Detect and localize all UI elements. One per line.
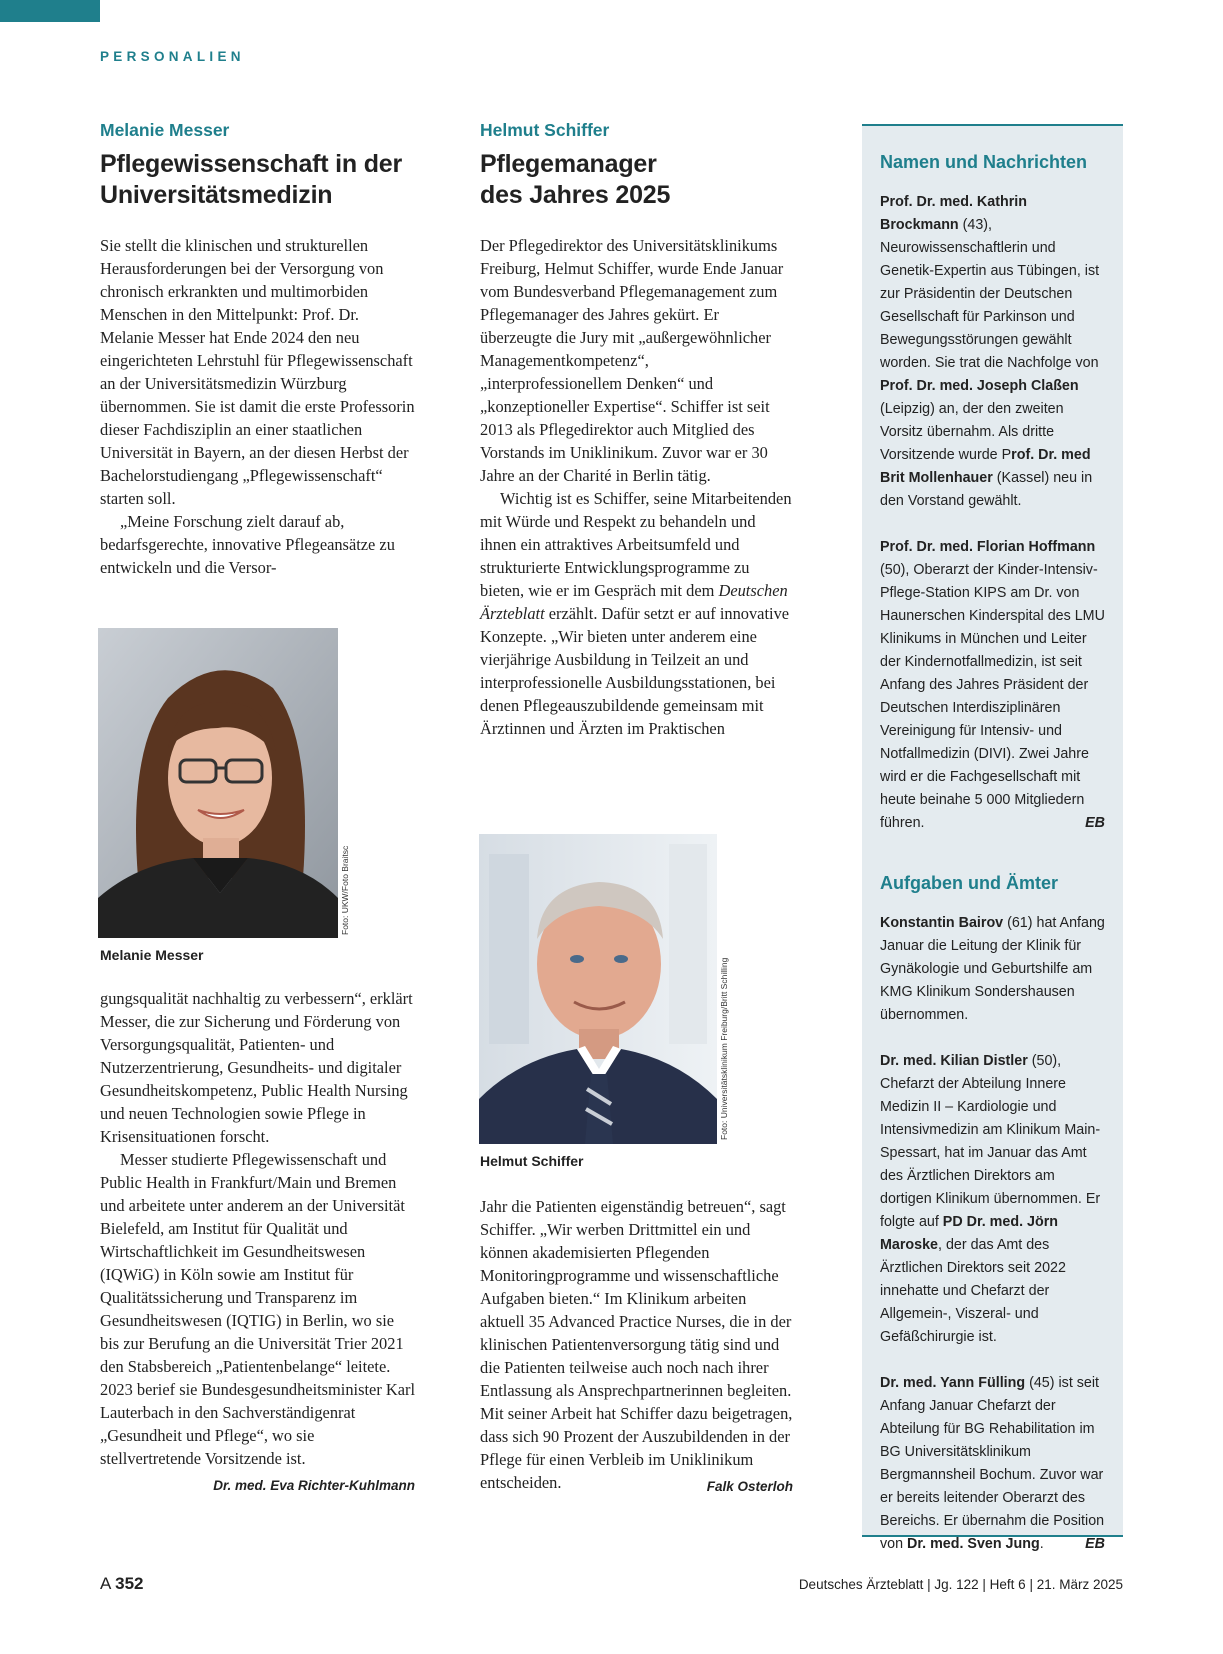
article-messer-top: [100, 120, 415, 579]
paragraph: [100, 1148, 415, 1493]
paragraph-text: Jahr die Patienten eigenständig betreuen“, sagt Schiffer. „Wir werben Drittmittel ein und können akademisierten Pflegenden Monitoringprogramme und wissenschaftliche Aufgaben bieten.“ Im Klinikum arbeiten aktuell 35 Advanced Practice Nurses, die in der klinischen Patientenversorgung tätig sind und die Patienten teilweise auch noch nach ihrer Entlassung als Ansprechpartnerinnen begleiten. Mit seiner Arbeit hat Schiffer dazu beigetragen, dass sich 90 Prozent der Auszubildenden in der Pflege für einen Verbleib im Uniklinikum entscheiden.: [480, 1197, 793, 1492]
signature: EB: [1085, 815, 1105, 831]
person-name: Dr. med. Yann Fülling: [880, 1375, 1026, 1391]
entry-text: , der das Amt des Ärztlichen Direktors seit 2022 innehatte und Chefarzt der Allgemein-, Viszeral- und Gefäßchirurgie ist.: [880, 1237, 1066, 1345]
entry-text: (45) ist seit Anfang Januar Chefarzt der Abteilung für BG Rehabilitation im BG Universitätsklinikum Bergmannsheil Bochum. Zuvor war er bereits leitender Oberarzt des Bereichs. Er übernahm die Position von: [880, 1375, 1105, 1552]
person-name: Dr. med. Sven Jung: [907, 1536, 1040, 1552]
paragraph: „Meine Forschung zielt darauf ab, bedarfsgerechte, innovative Pflegeansätze zu entwickeln und die Versor-: [100, 512, 395, 577]
entry-text: (50), Chefarzt der Abteilung Innere Medizin II – Kardiologie und Intensivmedizin am Klinikum Main-Spessart, hat im Januar das Amt des Ärztlichen Direktors am dortigen Klinikum übernommen. Er folgte auf: [880, 1053, 1101, 1230]
schiffer-portrait-photo: [479, 834, 717, 1144]
sidebar-entry: [880, 536, 1105, 835]
page-number-value: 352: [115, 1574, 144, 1593]
person-name: rof. Dr. med Brit Mollenhauer: [880, 447, 1091, 486]
paragraph: [480, 1195, 793, 1494]
article-author: Dr. med. Eva Richter-Kuhlmann: [213, 1478, 415, 1493]
sidebar-entry: [880, 1372, 1105, 1556]
entry-text: (Leipzig) an, der den zweiten Vorsitz übernahm. Als dritte Vorsitzende wurde P: [880, 401, 1064, 463]
sidebar-heading: Namen und Nachrichten: [880, 152, 1088, 172]
messer-portrait-photo: [98, 628, 338, 938]
sidebar-entry: [880, 912, 1105, 1027]
article-schiffer-top: [480, 120, 793, 740]
person-name: Prof. Dr. med. Florian Hoffmann: [880, 539, 1096, 555]
article-kicker: Melanie Messer: [100, 120, 230, 140]
headline-line: Pflegewissenschaft in der: [100, 150, 403, 178]
news-sidebar: [862, 124, 1123, 1552]
article-messer-bottom: [100, 987, 415, 1497]
person-name: Dr. med. Kilian Distler: [880, 1053, 1028, 1069]
photo-credit: Foto: UKW/Foto Braitsc: [340, 845, 350, 935]
page-prefix: A: [100, 1574, 111, 1593]
article-kicker: Helmut Schiffer: [480, 120, 610, 140]
article-body: [100, 987, 415, 1493]
person-name: Prof. Dr. med. Kathrin Brockmann: [880, 194, 1027, 233]
entry-text: (61) hat Anfang Januar die Leitung der Klinik für Gynäkologie und Geburtshilfe am KMG Klinikum Sondershausen übernommen.: [880, 915, 1105, 1023]
headline-line: des Jahres 2025: [480, 181, 671, 209]
article-body: [480, 1195, 793, 1494]
top-accent-bar: [0, 0, 100, 22]
photo-credit: Foto: Universitätsklinikum Freiburg/Britt Schilling: [719, 957, 729, 1140]
journal-info: Deutsches Ärzteblatt | Jg. 122 | Heft 6 | 21. März 2025: [798, 1577, 1123, 1592]
sidebar-heading: Aufgaben und Ämter: [880, 873, 1058, 893]
person-name: Konstantin Bairov: [880, 915, 1004, 931]
sidebar-entry: [880, 191, 1105, 513]
entry-text: (Kassel) neu in den Vorstand gewählt.: [880, 470, 1093, 509]
page-number: [100, 1574, 144, 1594]
person-name: PD Dr. med. Jörn Maroske: [880, 1214, 1058, 1253]
paragraph-text: erzählt. Dafür setzt er auf innovative Konzepte. „Wir bieten unter anderem eine vierjährige Ausbildung in Teilzeit an und interprofessionelle Ausbildungsstationen, bei denen Pflegeauszubildende gemeinsam mit Ärztinnen und Ärzten im Praktischen: [480, 604, 790, 738]
paragraph: Der Pflegedirektor des Universitätsklinikums Freiburg, Helmut Schiffer, wurde Ende Januar vom Bundesverband Pflegemanagement zum Pflegemanager des Jahres gekürt. Er überzeugte die Jury mit „außergewöhnlicher Managementkompetenz“, „interprofessionellem Denken“ und „konzeptioneller Expertise“. Schiffer ist seit 2013 als Pflegedirektor auch Mitglied des Vorstands im Uniklinikum. Zuvor war er 30 Jahre an der Charité in Berlin tätig.: [480, 236, 784, 485]
headline-line: Pflegemanager: [480, 150, 657, 178]
section-label: PERSONALIEN: [100, 49, 245, 64]
entry-text: (43), Neurowissenschaftlerin und Genetik-Expertin aus Tübingen, ist zur Präsidentin der Deutschen Gesellschaft für Parkinson und Bewegungsstörungen gewählt worden. Sie trat die Nachfolge von: [880, 217, 1100, 371]
article-headline: [480, 149, 793, 211]
paragraph: [480, 487, 793, 740]
person-name: Prof. Dr. med. Joseph Claßen: [880, 378, 1079, 394]
article-author: Falk Osterloh: [706, 1479, 793, 1494]
paragraph: Sie stellt die klinischen und strukturellen Herausforderungen bei der Versorgung von chronisch erkrankten und multimorbiden Menschen in den Mittelpunkt: Prof. Dr. Melanie Messer hat Ende 2024 den neu eingerichteten Lehrstuhl für Pflegewissenschaft an der Universitätsmedizin Würzburg übernommen. Sie ist damit die erste Professorin dieser Fachdisziplin an einer staatlichen Universität in Bayern, an der diesen Herbst der Bachelorstudiengang „Pflegewissenschaft“ starten soll.: [100, 236, 415, 508]
article-body: [480, 234, 793, 740]
sidebar-entry: [880, 1050, 1105, 1349]
article-body: [100, 234, 415, 579]
signature: EB: [1085, 1536, 1105, 1552]
entry-text: (50), Oberarzt der Kinder-Intensiv-Pflege-Station KIPS am Dr. von Haunerschen Kinderspital des LMU Klinikums in München und Leiter der Kindernotfallmedizin, ist seit Anfang des Jahres Präsident der Deutschen Interdisziplinären Vereinigung für Intensiv- und Notfallmedizin (DIVI). Zwei Jahre wird er die Fachgesellschaft mit heute beinahe 5 000 Mitgliedern führen.: [880, 562, 1105, 831]
entry-text: .: [1039, 1536, 1044, 1552]
paragraph-text: Messer studierte Pflegewissenschaft und Public Health in Frankfurt/Main und Bremen und arbeitete unter anderem an der Universität Bielefeld, am Institut für Qualität und Wirtschaftlichkeit im Gesundheitswesen (IQWiG) in Köln sowie am Institut für Qualitätssicherung und Transparenz im Gesundheitswesen (IQTIG) in Berlin, wo sie bis zur Berufung an die Universität Trier 2021 den Stabsbereich „Patientenbelange“ leitete. 2023 berief sie Bundesgesundheitsminister Karl Lauterbach in den Sachverständigenrat „Gesundheit und Pflege“, wo sie stellvertretende Vorsitzende ist.: [100, 1150, 415, 1468]
paragraph-text: Wichtig ist es Schiffer, seine Mitarbeitenden mit Würde und Respekt zu behandeln und ihnen ein attraktives Arbeitsumfeld und strukturierte Entwicklungsprogramme zu bieten, wie er im Gespräch mit dem: [480, 489, 792, 600]
article-headline: [100, 149, 415, 211]
publication-name: Deutschen Ärzteblatt: [480, 581, 788, 623]
article-schiffer-bottom: [480, 1195, 793, 1498]
paragraph: gungsqualität nachhaltig zu verbessern“, erklärt Messer, die zur Sicherung und Förderung von Versorgungsqualität, Patienten- und Nutzerzentrierung, Gesundheits- und digitaler Gesundheitskompetenz, Public Health Nursing und neuen Technologien sowie Pflege in Krisensituationen forscht.: [100, 989, 413, 1146]
photo-caption: Helmut Schiffer: [480, 1153, 584, 1169]
headline-line: Universitätsmedizin: [100, 181, 333, 209]
photo-caption: Melanie Messer: [100, 947, 204, 963]
